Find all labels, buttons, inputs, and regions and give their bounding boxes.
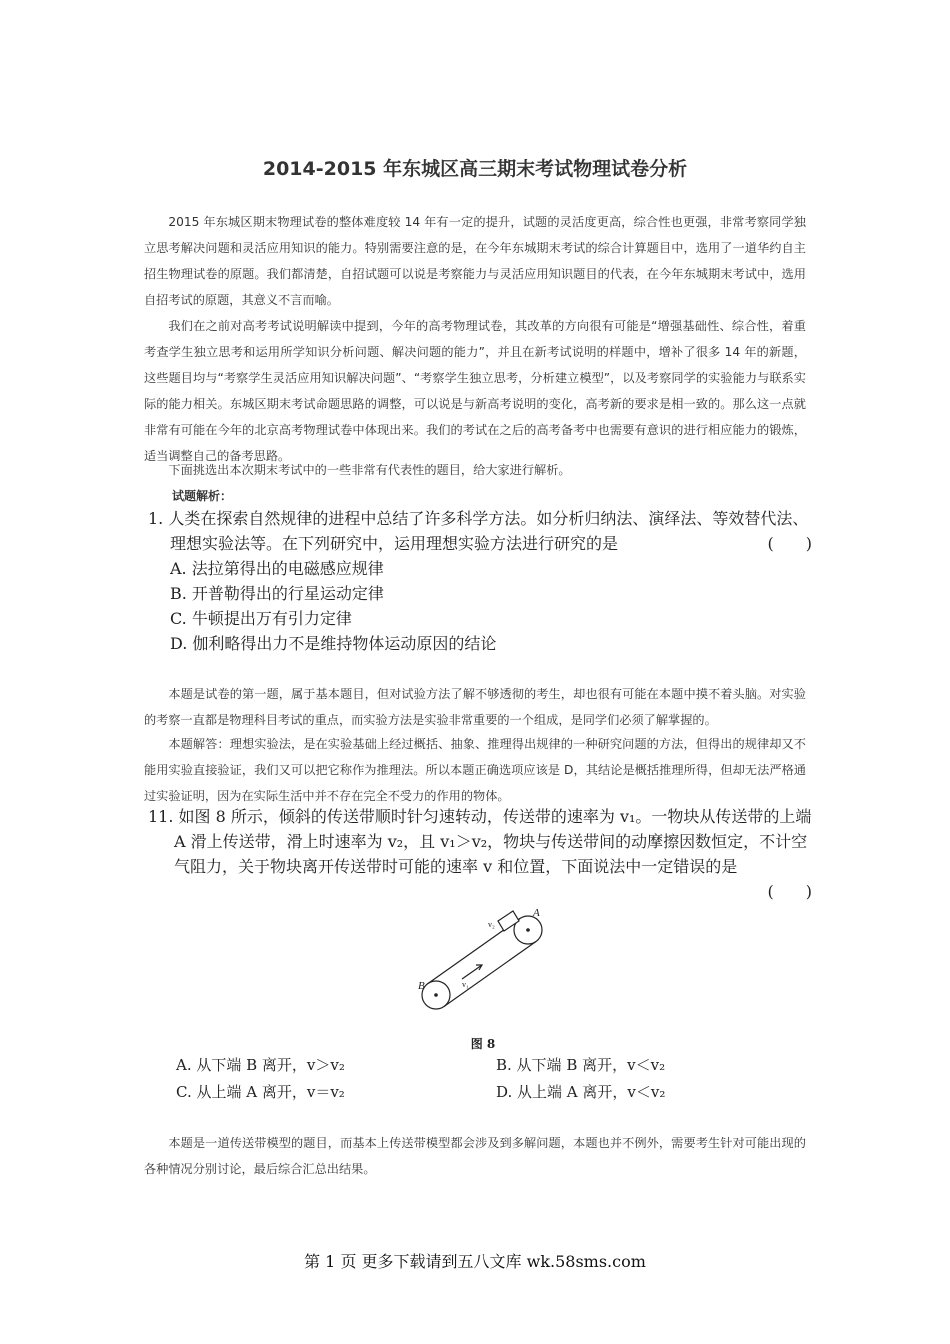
page-footer: 第 1 页 更多下载请到五八文库 wk.58sms.com <box>304 1252 646 1271</box>
intro-paragraph-1: 2015 年东城区期末物理试卷的整体难度较 14 年有一定的提升，试题的灵活度更高，综合性也更强，非常考察同学独立思考解决问题和灵活应用知识的能力。特别需要注意的是，在今年东城期末考试的综合计算题目中，选用了一道华约自主招生物理试卷的原题。我们都清楚，自招试题可以说是考察能力与灵活应用知识题目的代表，在今年东城期末考试中，选用自招考试的原题，其意义不言而喻。 <box>144 215 806 307</box>
intro-paragraph-2: 我们在之前对高考考试说明解读中提到，今年的高考物理试卷，其改革的方向很有可能是“增强基础性、综合性，着重考查学生独立思考和运用所学知识分析问题、解决问题的能力”，并且在新考试说明的样题中，增补了很多 14 年的新题，这些题目均与“考察学生灵活应用知识解决问题”、“考察学生独立思考，分析建立模型”，以及考察同学的实验能力与联系实际的能力相关。东城区期末考试命题思路的调整，可以说是与新高考说明的变化，高考新的要求是相一致的。那么这一点就非常有可能在今年的北京高考物理试卷中体现出来。我们的考试在之后的高考备考中也需要有意识的进行相应能力的锻炼，适当调整自己的备考思路。 <box>144 319 806 463</box>
question-11-option-b: B. 从下端 B 离开，v＜v₂ <box>496 1056 666 1074</box>
options-row-1 <box>176 1052 816 1079</box>
intro-paragraph-3: 下面挑选出本次期末考试中的一些非常有代表性的题目，给大家进行解析。 <box>168 463 571 477</box>
solution-paragraph: 本题解答：理想实验法，是在实验基础上经过概括、抽象、推理得出规律的一种研究问题的方法，但得出的规律却又不能用实验直接验证，我们又可以把它称作为推理法。所以本题正确选项应该是 D，其结论是概括推理所得，但却无法严格通过实验证明，因为在实际生活中并不存在完全不受力的作用的物体。 <box>144 737 806 803</box>
analysis-paragraph-1: 本题是试卷的第一题，属于基本题目，但对试验方法了解不够透彻的考生，却也很有可能在本题中摸不着头脑。对实验的考察一直都是物理科目考试的重点，而实验方法是实验非常重要的一个组成，是同学们必须了解掌握的。 <box>144 687 806 727</box>
figure-label-v1: v₁ <box>462 980 469 989</box>
figure-label-a: A <box>533 907 540 919</box>
page-title: 2014-2015 年东城区高三期末考试物理试卷分析 <box>262 158 688 180</box>
figure-label-b: B <box>418 980 425 992</box>
top-pulley-axle <box>526 928 530 932</box>
question-11-paren: ( ) <box>767 882 812 901</box>
question-1 <box>148 506 812 656</box>
analysis-paragraph-2: 本题是一道传送带模型的题目，而基本上传送带模型都会涉及到多解问题，本题也并不例外，需要考生针对可能出现的各种情况分别讨论，最后综合汇总出结果。 <box>144 1136 806 1176</box>
question-11-option-c: C. 从上端 A 离开，v＝v₂ <box>176 1083 345 1101</box>
question-1-option-a: A. 法拉第得出的电磁感应规律 <box>170 559 384 578</box>
question-11-option-a: A. 从下端 B 离开，v＞v₂ <box>176 1056 345 1074</box>
bottom-pulley-axle <box>434 993 438 997</box>
question-1-stem: 1. 人类在探索自然规律的进程中总结了许多科学方法。如分析归纳法、演绎法、等效替代法、理想实验法等。在下列研究中，运用理想实验方法进行研究的是 ( ) <box>148 506 812 556</box>
figure-label-v2: v₂ <box>488 920 495 929</box>
options-row-2 <box>176 1079 816 1106</box>
question-11-stem: 11. 如图 8 所示，倾斜的传送带顺时针匀速转动，传送带的速率为 v₁。一物块从传送带的上端 A 滑上传送带，滑上时速率为 v₂，且 v₁＞v₂，物块与传送带间的动摩擦因数恒定，不计空气阻力，关于物块离开传送带时可能的速率 v 和位置，下面说法中一定错误的是 <box>148 807 812 876</box>
answer-paren: ( ) <box>767 534 812 553</box>
question-1-option-d: D. 伽利略得出力不是维持物体运动原因的结论 <box>170 634 497 653</box>
block <box>498 911 519 931</box>
section-label: 试题解析： <box>172 489 233 503</box>
question-1-option-c: C. 牛顿提出万有引力定律 <box>170 609 352 628</box>
conveyor-belt-figure <box>416 903 556 1015</box>
question-11-options <box>176 1052 816 1106</box>
belt-lower-line <box>444 942 536 1007</box>
v1-arrow <box>462 965 482 979</box>
figure-caption: 图 8 <box>470 1037 496 1051</box>
question-11-option-d: D. 从上端 A 离开，v＜v₂ <box>496 1083 666 1101</box>
question-11 <box>148 804 812 904</box>
question-1-option-b: B. 开普勒得出的行星运动定律 <box>170 584 384 603</box>
